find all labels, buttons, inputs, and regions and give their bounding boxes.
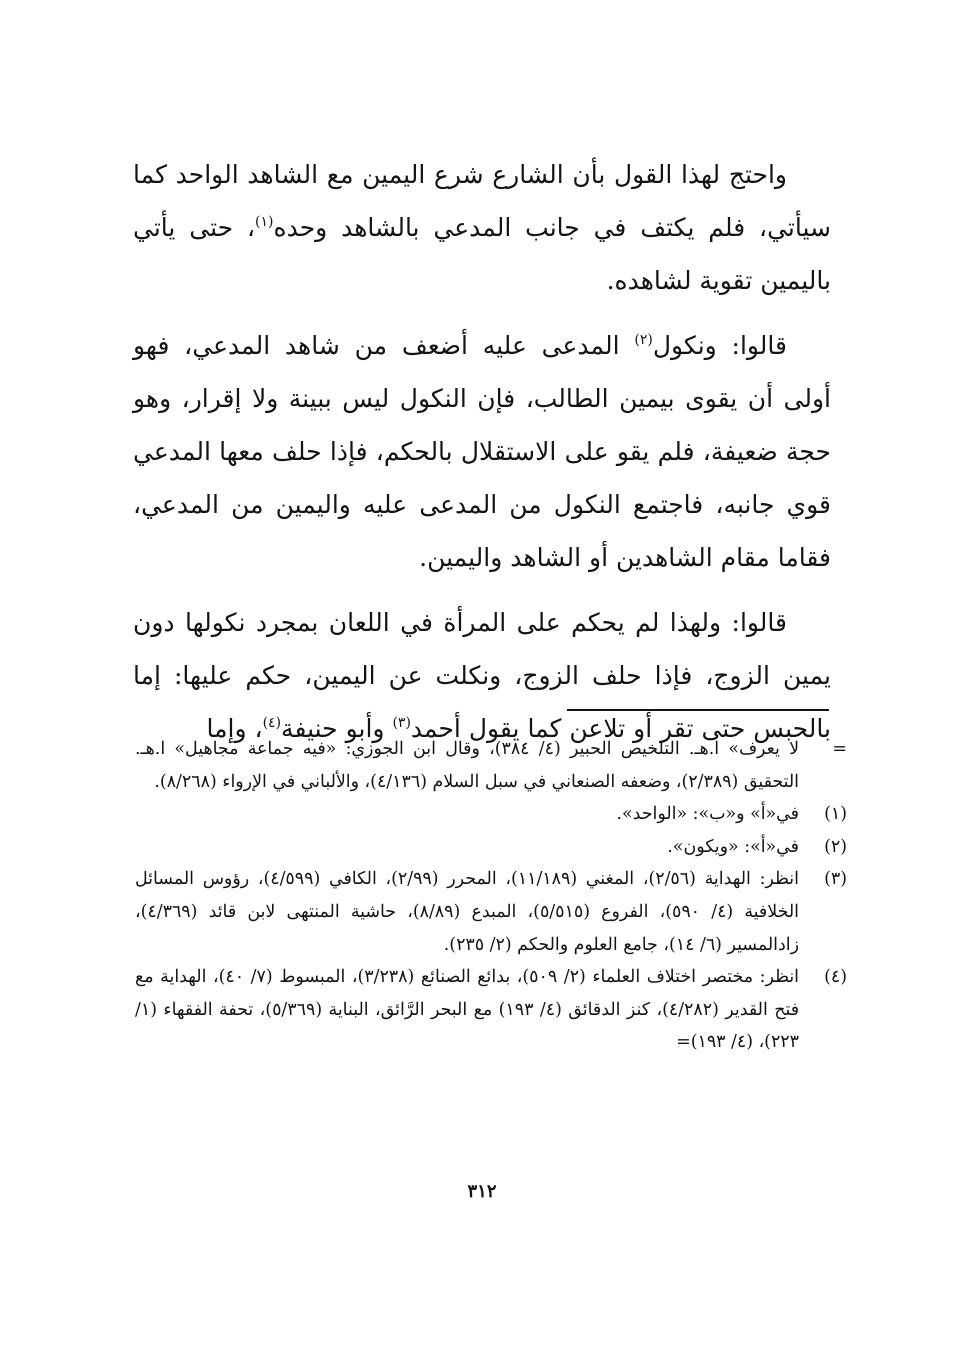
paragraph-1-part-2: ، حتى يأتي باليمين تقوية لشاهده. [133,213,831,295]
footnote-3-mark: (٣) [824,869,847,890]
page-number: ٣١٢ [467,1181,497,1202]
paragraph-3-part-2: وأبو حنيفة [281,714,393,743]
footnotes [135,733,851,1059]
paragraph-3 [133,596,831,755]
footnote-4 [135,961,851,1059]
footnote-ref-2: (٢) [634,332,653,348]
paragraph-2-part-2: المدعى عليه أضعف من شاهد المدعي، فهو أولى أن يقوى بيمين الطالب، فإن النكول ليس ببينة ولا إقرار، وهو حجة ضعيفة، فلم يقو على الاستقلال بالحكم، فإذا حلف معها المدعي قوي جانبه، فاجتمع النكول من المدعى عليه واليمين من المدعي، فقاما مقام الشاهدين أو الشاهد واليمين. [133,331,831,572]
paragraph-1 [133,148,831,307]
footnote-1 [135,798,851,831]
footnote-4-text: انظر: مختصر اختلاف العلماء (٢/ ٥٠٩)، بدائع الصنائع (٣/٢٣٨)، المبسوط (٧/ ٤٠)، الهداية مع فتح القدير (٤/٢٨٢)، كنز الدقائق (٤/ ١٩٣) مع البحر الرَّائق، البناية (٥/٣٦٩)، تحفة الفقهاء (١/ ٢٢٣)، (٤/ ١٩٣)= [135,967,800,1053]
paragraph-3-part-1: قالوا: ولهذا لم يحكم على المرأة في اللعان بمجرد نكولها دون يمين الزوج، فإذا حلف الزوج، ونكلت عن اليمين، حكم عليها: إما بالحبس حتى تقر أو تلاعن كما يقول أحمد [133,608,831,743]
paragraph-1-part-1: واحتج لهذا القول بأن الشارع شرع اليمين مع الشاهد الواحد كما سيأتي، فلم يكتف في جانب المدعي بالشاهد وحده [133,160,832,242]
footnote-ref-1: (١) [255,214,274,230]
footnote-ref-3: (٣) [392,715,411,731]
paragraph-2-part-1: قالوا: ونكول [652,331,787,360]
footnote-2 [135,831,851,864]
main-text [133,148,831,755]
footnote-ref-4: (٤) [262,715,282,731]
footnote-1-mark: (١) [824,804,847,825]
footnote-continued-text: لا يعرف» ا.هـ. التلخيص الحبير (٤/ ٣٨٤)، وقال ابن الجوزي: «فيه جماعة مجاهيل» ا.هـ. التحقيق (٢/٣٨٩)، وضعفه الصنعاني في سبل السلام (٤/١٣٦)، والألباني في الإرواء (٨/٢٦٨). [135,739,799,792]
footnote-2-text: في«أ»: «ويكون». [667,836,799,857]
footnote-separator [567,709,829,711]
footnote-1-text: في«أ» و«ب»: «الواحد». [616,804,799,825]
footnote-continued-mark: = [832,739,847,759]
footnote-4-mark: (٤) [824,967,847,988]
footnote-3-text: انظر: الهداية (٢/٥٦)، المغني (١١/١٨٩)، المحرر (٢/٩٩)، الكافي (٤/٥٩٩)، رؤوس المسائل الخلافية (٤/ ٥٩٠)، الفروع (٥/٥١٥)، المبدع (٨/٨٩)، حاشية المنتهى لابن قائد (٤/٣٦٩)، زادالمسير (٦/ ١٤)، جامع العلوم والحكم (٢/ ٢٣٥). [135,869,799,955]
footnote-2-mark: (٢) [824,836,847,857]
paragraph-2 [133,319,831,584]
footnote-continued [135,733,851,798]
paragraph-3-part-3: ، وإما [206,714,263,743]
footnote-3 [135,863,851,961]
